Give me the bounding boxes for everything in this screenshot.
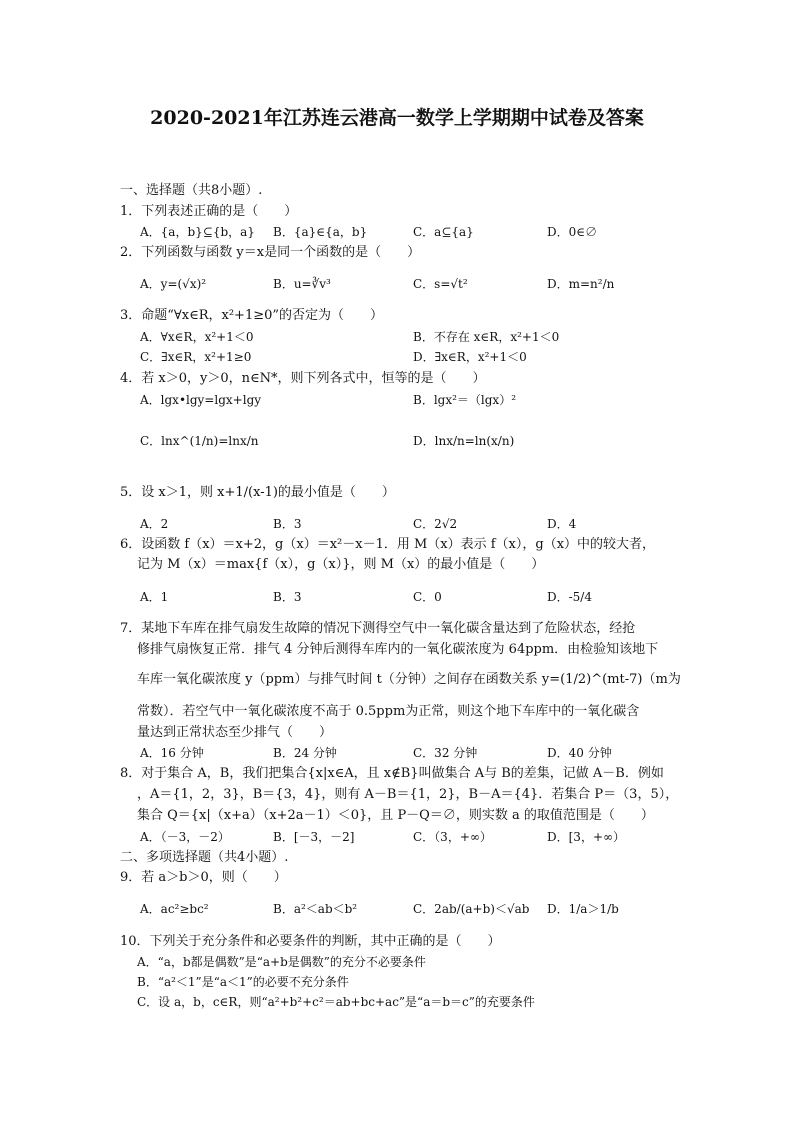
q6-option-a: A．1 [140, 590, 169, 604]
q2-option-c: C．s=√t² [413, 277, 468, 291]
question-7-line-4: 常数）．若空气中一氧化碳浓度不高于 0.5ppm为正常，则这个地下车库中的一氧化碳含 [137, 704, 640, 719]
q9-option-d: D．1/a＞1/b [547, 902, 619, 916]
q5-option-c: C．2√2 [413, 517, 458, 531]
q3-option-c: C．∃x∈R，x²+1≥0 [140, 350, 252, 364]
q4-option-d: D．lnx/n=ln(x/n) [413, 434, 515, 448]
q5-option-d: D．4 [547, 517, 577, 531]
question-3: 3．命题“∀x∈R，x²+1≥0”的否定为（ ） [120, 308, 384, 323]
q4-option-b: B．lgx²＝（lgx）² [413, 393, 517, 407]
question-9: 9．若 a＞b＞0，则（ ） [120, 870, 287, 885]
q1-option-b: B．{a}∈{a，b} [273, 225, 368, 239]
q6-option-d: D．-5/4 [547, 590, 592, 604]
question-7-line-2: 修排气扇恢复正常．排气 4 分钟后测得车库内的一氧化碳浓度为 64ppm．由检验知该地下 [137, 642, 659, 657]
question-2: 2．下列函数与函数 y＝x是同一个函数的是（ ） [120, 245, 421, 260]
section-heading: 二、多项选择题（共4小题）. [120, 850, 289, 865]
question-7-line-5: 量达到正常状态至少排气（ ） [137, 725, 333, 740]
question-8-line-2: ，A＝{1，2，3}，B＝{3，4}，则有 A－B＝{1，2}，B－A＝{4}．若集合 P＝（3，5）， [137, 787, 679, 802]
q4-option-a: A．lgx•lgy=lgx+lgy [140, 393, 262, 407]
q1-option-c: C．a⊆{a} [413, 225, 474, 239]
question-5: 5．设 x＞1，则 x+1/(x-1)的最小值是（ ） [120, 485, 395, 500]
q2-option-a: A．y=(√x)² [140, 277, 207, 291]
q9-option-a: A．ac²≥bc² [140, 902, 209, 916]
q8-option-d: D．[3，+∞） [547, 830, 625, 844]
q3-option-b: B．不存在 x∈R，x²+1＜0 [413, 330, 560, 344]
q7-option-c: C．32 分钟 [413, 746, 478, 760]
question-10: 10．下列关于充分条件和必要条件的判断，其中正确的是（ ） [120, 934, 501, 949]
section-heading: 一、选择题（共8小题）. [120, 183, 263, 198]
question-6-line-2: 记为 M（x）＝max{f（x），g（x）}，则 M（x）的最小值是（ ） [137, 557, 545, 572]
q2-option-b: B．u=∛v³ [273, 277, 331, 291]
q2-option-d: D．m=n²/n [547, 277, 615, 291]
q1-option-a: A．{a，b}⊆{b，a} [140, 225, 255, 239]
question-8-line-3: 集合 Q＝{x|（x+a）（x+2a－1）＜0}，且 P－Q＝∅，则实数 a 的取值范围是（ ） [137, 808, 654, 823]
q4-option-c: C．lnx^(1/n)=lnx/n [140, 434, 259, 448]
q9-option-b: B．a²＜ab＜b² [273, 902, 358, 916]
q6-option-c: C．0 [413, 590, 442, 604]
question-7-line-1: 7．某地下车库在排气扇发生故障的情况下测得空气中一氧化碳含量达到了危险状态，经抢 [120, 621, 636, 636]
page-title: 2020-2021年江苏连云港高一数学上学期期中试卷及答案 [150, 107, 644, 129]
q3-option-d: D．∃x∈R，x²+1＜0 [413, 350, 527, 364]
q10-option-b: B．“a²＜1”是“a＜1”的必要不充分条件 [137, 975, 349, 989]
q8-option-a: A．（－3，－2） [140, 830, 230, 844]
q7-option-b: B．24 分钟 [273, 746, 337, 760]
question-8-line-1: 8．对于集合 A，B，我们把集合{x|x∈A，且 x∉B}叫做集合 A与 B的差集，记做 A－B．例如 [120, 766, 664, 781]
question-4: 4．若 x＞0，y＞0，n∈N*，则下列各式中，恒等的是（ ） [120, 371, 486, 386]
q8-option-c: C．（3，+∞） [413, 830, 492, 844]
q7-option-d: D．40 分钟 [547, 746, 612, 760]
q1-option-d: D．0∈∅ [547, 225, 598, 239]
q3-option-a: A．∀x∈R，x²+1＜0 [140, 330, 254, 344]
question-1: 1．下列表述正确的是（ ） [120, 204, 298, 219]
q7-option-a: A．16 分钟 [140, 746, 204, 760]
q10-option-c: C．设 a，b，c∈R，则“a²+b²+c²＝ab+bc+ac”是“a＝b＝c”的充要条件 [137, 995, 535, 1009]
q8-option-b: B．[－3，－2] [273, 830, 355, 844]
q9-option-c: C．2ab/(a+b)＜√ab [413, 902, 530, 916]
q5-option-a: A．2 [140, 517, 169, 531]
q10-option-a: A．“a，b都是偶数”是“a+b是偶数”的充分不必要条件 [137, 955, 426, 969]
question-7-line-3: 车库一氧化碳浓度 y（ppm）与排气时间 t（分钟）之间存在函数关系 y=(1/2)^(mt-7)（m为 [137, 672, 681, 687]
question-6-line-1: 6．设函数 f（x）＝x+2，g（x）＝x²－x－1．用 M（x）表示 f（x），g（x）中的较大者， [120, 537, 656, 552]
q5-option-b: B．3 [273, 517, 302, 531]
q6-option-b: B．3 [273, 590, 302, 604]
